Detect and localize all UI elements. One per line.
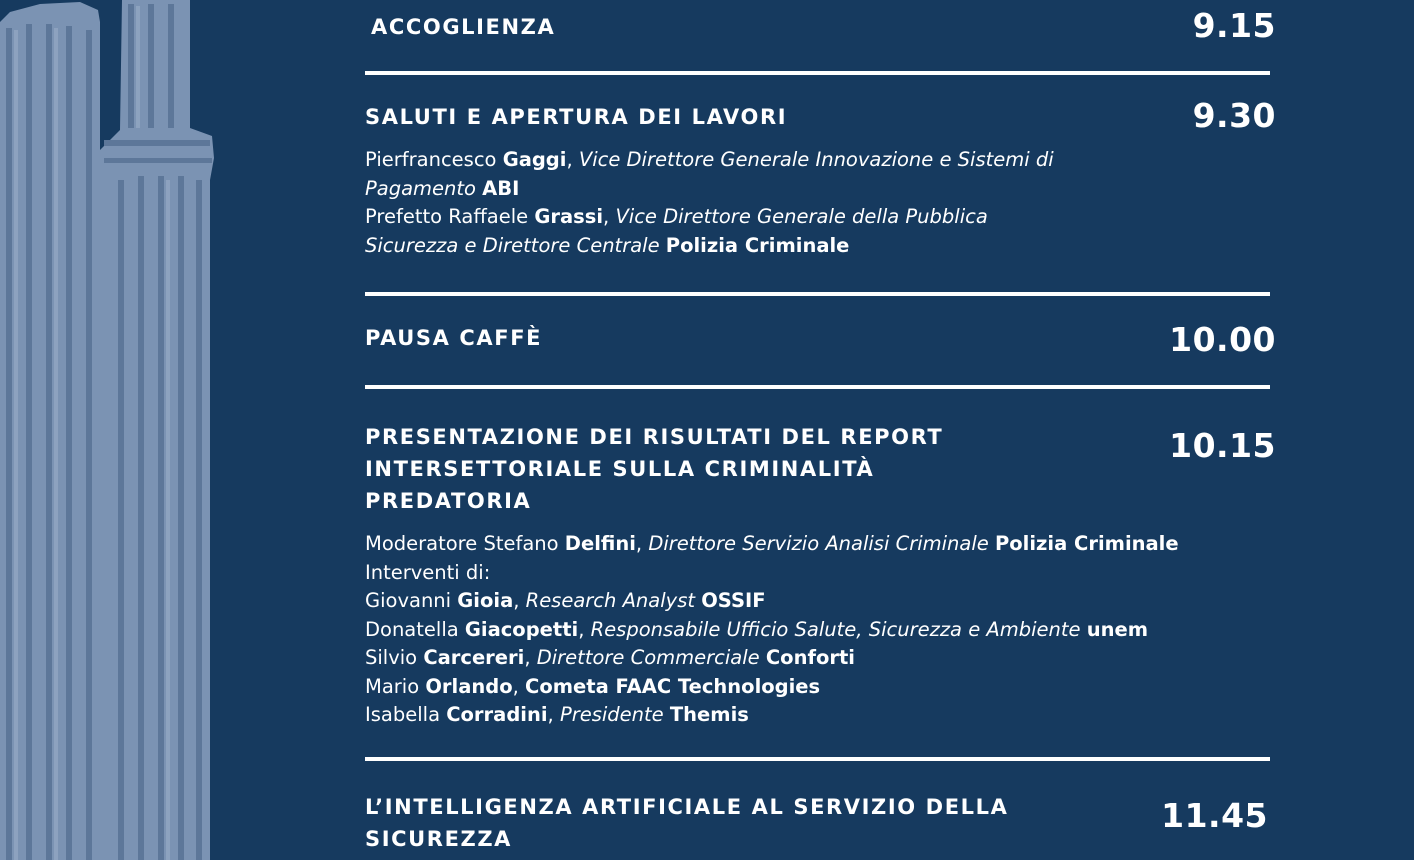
speaker-line <box>365 203 1054 232</box>
agenda-item-title: PRESENTAZIONE DEI RISULTATI DEL REPORT INTERSETTORIALE SULLA CRIMINALITÀ PREDATORIA <box>365 425 944 513</box>
speaker-bold-text: Themis <box>669 703 749 726</box>
speakers-list <box>365 146 1054 260</box>
speaker-bold-text: Conforti <box>765 646 855 669</box>
speaker-line <box>365 587 1179 616</box>
speaker-line <box>365 616 1179 645</box>
speaker-line <box>365 701 1179 730</box>
agenda <box>365 0 1280 860</box>
agenda-item-title: PAUSA CAFFÈ <box>365 326 543 350</box>
speaker-bold-text: Corradini <box>446 703 548 726</box>
speaker-bold-text: Polizia Criminale <box>994 532 1179 555</box>
agenda-item-title: L’INTELLIGENZA ARTIFICIALE AL SERVIZIO DELLA SICUREZZA <box>365 795 1009 851</box>
speaker-role-text: Vice Direttore Generale Innovazione e Sistemi di <box>578 148 1054 171</box>
agenda-item-time: 9.15 <box>1192 6 1276 45</box>
speaker-text: , <box>512 674 526 698</box>
speaker-bold-text: Carcereri <box>423 646 525 669</box>
speaker-bold-text: Delfini <box>564 532 636 555</box>
divider <box>365 292 1270 296</box>
speaker-bold-text: Orlando <box>425 674 513 698</box>
speaker-bold-text: Cometa FAAC Technologies <box>525 674 821 698</box>
speaker-text: , <box>578 617 591 641</box>
speaker-bold-text: Gaggi <box>502 148 567 171</box>
speaker-line <box>365 146 1054 175</box>
speaker-text: , <box>635 532 649 555</box>
speaker-text: Giovanni <box>365 589 458 612</box>
speaker-role-text: Responsabile Ufficio Salute, Sicurezza e Ambiente <box>590 617 1087 641</box>
speaker-role-text: Pagamento <box>365 176 483 200</box>
agenda-item-time: 10.15 <box>1169 426 1276 465</box>
speaker-line <box>365 530 1179 559</box>
divider <box>365 757 1270 761</box>
speaker-role-text: Sicurezza e Direttore Centrale <box>365 233 666 257</box>
speaker-text: Mario <box>365 674 426 698</box>
speaker-role-text: Research Analyst <box>525 589 702 612</box>
decorative-columns-illustration <box>0 0 230 860</box>
speaker-text: , <box>513 589 526 612</box>
agenda-item-title: SALUTI E APERTURA DEI LAVORI <box>365 105 788 129</box>
agenda-item-time: 10.00 <box>1169 320 1276 359</box>
speaker-line <box>365 559 1179 588</box>
speaker-role-text: Direttore Servizio Analisi Criminale <box>648 532 995 555</box>
speaker-text: Interventi di: <box>365 560 491 584</box>
speaker-line <box>365 175 1054 204</box>
speaker-role-text: Presidente <box>559 703 670 726</box>
speaker-line <box>365 673 1179 702</box>
speaker-bold-text: Polizia Criminale <box>665 233 850 257</box>
speaker-text: Silvio <box>365 646 424 669</box>
speaker-text: Pierfrancesco <box>365 148 503 171</box>
speaker-text: , <box>547 703 560 726</box>
agenda-item-time: 11.45 <box>1161 796 1268 835</box>
speaker-text: , <box>603 205 616 228</box>
speaker-text: Donatella <box>365 617 465 641</box>
speakers-list <box>365 530 1179 730</box>
speaker-line <box>365 232 1054 261</box>
speaker-text: Isabella <box>365 703 447 726</box>
speaker-text: , <box>566 148 579 171</box>
divider <box>365 71 1270 75</box>
speaker-bold-text: OSSIF <box>701 589 766 612</box>
agenda-item-title: ACCOGLIENZA <box>371 15 556 39</box>
speaker-role-text: Vice Direttore Generale della Pubblica <box>615 205 988 228</box>
speaker-role-text: Direttore Commerciale <box>536 646 766 669</box>
speaker-text: , <box>524 646 537 669</box>
speaker-bold-text: Giacopetti <box>464 617 579 641</box>
speaker-text: Moderatore Stefano <box>365 532 565 555</box>
speaker-bold-text: Gioia <box>457 589 514 612</box>
speaker-text: Prefetto Raffaele <box>365 205 535 228</box>
speaker-line <box>365 644 1179 673</box>
speaker-bold-text: unem <box>1086 617 1149 641</box>
speaker-bold-text: ABI <box>482 176 520 200</box>
divider <box>365 385 1270 389</box>
speaker-bold-text: Grassi <box>534 205 604 228</box>
agenda-item-time: 9.30 <box>1192 96 1276 135</box>
